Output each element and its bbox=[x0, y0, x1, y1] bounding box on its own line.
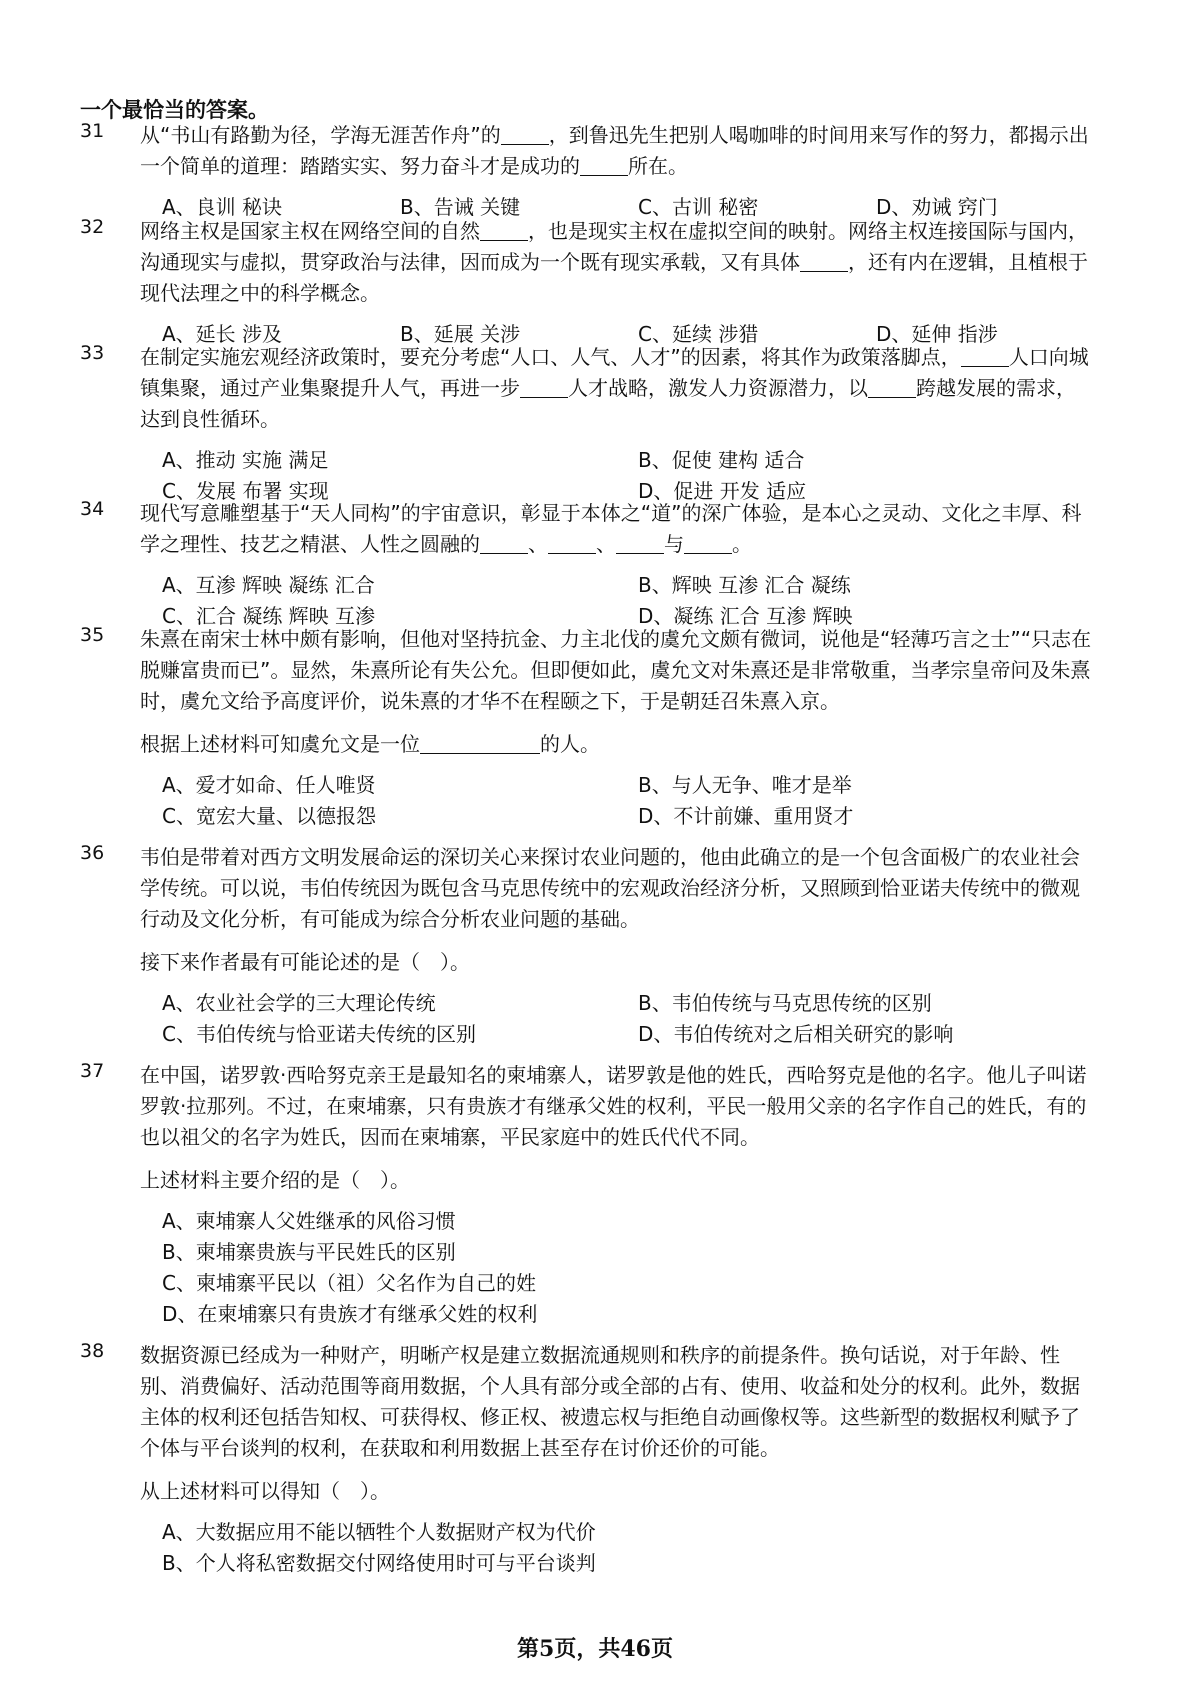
option-b[interactable]: B、辉映 互渗 汇合 凝练 bbox=[638, 573, 851, 597]
option-d[interactable]: D、凝练 汇合 互渗 辉映 bbox=[638, 604, 853, 628]
question-stem: 数据资源已经成为一种财产，明晰产权是建立数据流通规则和秩序的前提条件。换句话说，对于年龄、性别、消费偏好、活动范围等商用数据，个人具有部分或全部的占有、使用、收益和处分的权利。此外，数据主体的权利还包括告知权、可获得权、修正权、被遗忘权与拒绝自动画像权等。这些新型的数据权利赋予了个体与平台谈判的权利，在获取和利用数据上甚至存在讨价还价的可能。 bbox=[140, 1343, 1080, 1460]
question-number: 32 bbox=[80, 216, 105, 238]
option-c[interactable]: C、古训 秘密 bbox=[638, 195, 759, 219]
option-c[interactable]: C、汇合 凝练 辉映 互渗 bbox=[162, 604, 376, 628]
option-b[interactable]: B、韦伯传统与马克思传统的区别 bbox=[638, 991, 932, 1015]
question-number: 38 bbox=[80, 1340, 105, 1362]
options bbox=[162, 770, 1100, 832]
option-a[interactable]: A、大数据应用不能以牺牲个人数据财产权为代价 bbox=[162, 1520, 596, 1544]
question-stem: 在制定实施宏观经济政策时，要充分考虑“人口、人气、人才”的因素，将其作为政策落脚点， 人口向城镇集聚，通过产业集聚提升人气，再进一步 人才战略，激发人力资源潜力，以 跨越发展的需求，达到良性循环。 bbox=[140, 345, 1089, 431]
option-a[interactable]: A、延长 涉及 bbox=[162, 322, 283, 346]
question-stem: 从“书山有路勤为径，学海无涯苦作舟”的 ，到鲁迅先生把别人喝咖啡的时间用来写作的努力，都揭示出一个简单的道理：踏踏实实、努力奋斗才是成功的 所在。 bbox=[140, 123, 1089, 178]
option-b[interactable]: B、促使 建构 适合 bbox=[638, 448, 805, 472]
section-heading: 一个最恰当的答案。 bbox=[80, 98, 269, 122]
answer-blank bbox=[580, 155, 628, 176]
question-number: 33 bbox=[80, 342, 105, 364]
answer-blank bbox=[548, 533, 596, 554]
option-a[interactable]: A、良训 秘诀 bbox=[162, 195, 283, 219]
answer-blank bbox=[420, 733, 540, 754]
answer-blank bbox=[800, 251, 848, 272]
option-c[interactable]: C、宽宏大量、以德报怨 bbox=[162, 804, 376, 828]
option-b[interactable]: B、延展 关涉 bbox=[400, 322, 521, 346]
question-34 bbox=[80, 498, 1100, 632]
option-a[interactable]: A、农业社会学的三大理论传统 bbox=[162, 991, 436, 1015]
options bbox=[162, 1517, 1100, 1579]
question-prompt: 根据上述材料可知虞允文是一位 的人。 bbox=[140, 732, 600, 756]
options bbox=[162, 570, 1100, 632]
answer-blank bbox=[684, 533, 732, 554]
question-prompt: 接下来作者最有可能论述的是（ ）。 bbox=[140, 950, 470, 974]
question-stem: 韦伯是带着对西方文明发展命运的深切关心来探讨农业问题的，他由此确立的是一个包含面极广的农业社会学传统。可以说，韦伯传统因为既包含马克思传统中的宏观政治经济分析，又照顾到恰亚诺夫传统中的微观行动及文化分析，有可能成为综合分析农业问题的基础。 bbox=[140, 845, 1080, 931]
question-stem: 在中国，诺罗敦·西哈努克亲王是最知名的柬埔寨人，诺罗敦是他的姓氏，西哈努克是他的名字。他儿子叫诺罗敦·拉那列。不过，在柬埔寨，只有贵族才有继承父姓的权利，平民一般用父亲的名字作自己的姓氏，有的也以祖父的名字为姓氏，因而在柬埔寨，平民家庭中的姓氏代代不同。 bbox=[140, 1063, 1087, 1149]
question-number: 34 bbox=[80, 498, 105, 520]
option-d[interactable]: D、劝诫 窍门 bbox=[876, 195, 998, 219]
options bbox=[162, 988, 1100, 1050]
question-prompt: 从上述材料可以得知（ ）。 bbox=[140, 1479, 390, 1503]
option-c[interactable]: C、发展 布署 实现 bbox=[162, 479, 329, 503]
option-b[interactable]: B、柬埔寨贵族与平民姓氏的区别 bbox=[162, 1240, 456, 1264]
question-36 bbox=[80, 842, 1100, 1050]
answer-blank bbox=[616, 533, 664, 554]
option-d[interactable]: D、不计前嫌、重用贤才 bbox=[638, 804, 854, 828]
option-a[interactable]: A、互渗 辉映 凝练 汇合 bbox=[162, 573, 375, 597]
question-number: 36 bbox=[80, 842, 105, 864]
question-stem: 现代写意雕塑基于“天人同构”的宇宙意识，彰显于本体之“道”的深广体验，是本心之灵动、文化之丰厚、科学之理性、技艺之精湛、人性之圆融的 、 、 与 。 bbox=[140, 501, 1082, 556]
option-a[interactable]: A、推动 实施 满足 bbox=[162, 448, 329, 472]
answer-blank bbox=[501, 124, 549, 145]
question-stem: 网络主权是国家主权在网络空间的自然 ，也是现实主权在虚拟空间的映射。网络主权连接国际与国内，沟通现实与虚拟，贯穿政治与法律，因而成为一个既有现实承载，又有具体 ，还有内在逻辑，且植根于现代法理之中的科学概念。 bbox=[140, 219, 1088, 305]
option-a[interactable]: A、柬埔寨人父姓继承的风俗习惯 bbox=[162, 1209, 456, 1233]
option-d[interactable]: D、韦伯传统对之后相关研究的影响 bbox=[638, 1022, 954, 1046]
option-a[interactable]: A、爱才如命、任人唯贤 bbox=[162, 773, 376, 797]
option-d[interactable]: D、在柬埔寨只有贵族才有继承父姓的权利 bbox=[162, 1302, 538, 1326]
answer-blank bbox=[961, 346, 1009, 367]
option-d[interactable]: D、促进 开发 适应 bbox=[638, 479, 807, 503]
option-d[interactable]: D、延伸 指涉 bbox=[876, 322, 998, 346]
answer-blank bbox=[868, 377, 916, 398]
question-prompt: 上述材料主要介绍的是（ ）。 bbox=[140, 1168, 410, 1192]
question-33 bbox=[80, 342, 1100, 507]
question-31 bbox=[80, 120, 1100, 223]
option-b[interactable]: B、与人无争、唯才是举 bbox=[638, 773, 852, 797]
option-b[interactable]: B、个人将私密数据交付网络使用时可与平台谈判 bbox=[162, 1551, 596, 1575]
question-38 bbox=[80, 1340, 1100, 1579]
option-c[interactable]: C、韦伯传统与恰亚诺夫传统的区别 bbox=[162, 1022, 476, 1046]
option-c[interactable]: C、延续 涉猎 bbox=[638, 322, 759, 346]
question-stem: 朱熹在南宋士林中颇有影响，但他对坚持抗金、力主北伐的虞允文颇有微词，说他是“轻薄巧言之士”“只志在脱赚富贵而已”。显然，朱熹所论有失公允。但即便如此，虞允文对朱熹还是非常敬重，当孝宗皇帝问及朱熹时，虞允文给予高度评价，说朱熹的才华不在程颐之下，于是朝廷召朱熹入京。 bbox=[140, 627, 1092, 713]
question-number: 37 bbox=[80, 1060, 105, 1082]
answer-blank bbox=[520, 377, 568, 398]
page-footer: 第5页，共46页 bbox=[517, 1636, 673, 1662]
options bbox=[162, 1206, 1100, 1330]
question-35 bbox=[80, 624, 1100, 832]
option-c[interactable]: C、柬埔寨平民以（祖）父名作为自己的姓 bbox=[162, 1271, 536, 1295]
answer-blank bbox=[480, 220, 528, 241]
question-32 bbox=[80, 216, 1100, 350]
question-37 bbox=[80, 1060, 1100, 1330]
answer-blank bbox=[480, 533, 528, 554]
question-number: 31 bbox=[80, 120, 105, 142]
option-b[interactable]: B、告诫 关键 bbox=[400, 195, 521, 219]
question-number: 35 bbox=[80, 624, 105, 646]
